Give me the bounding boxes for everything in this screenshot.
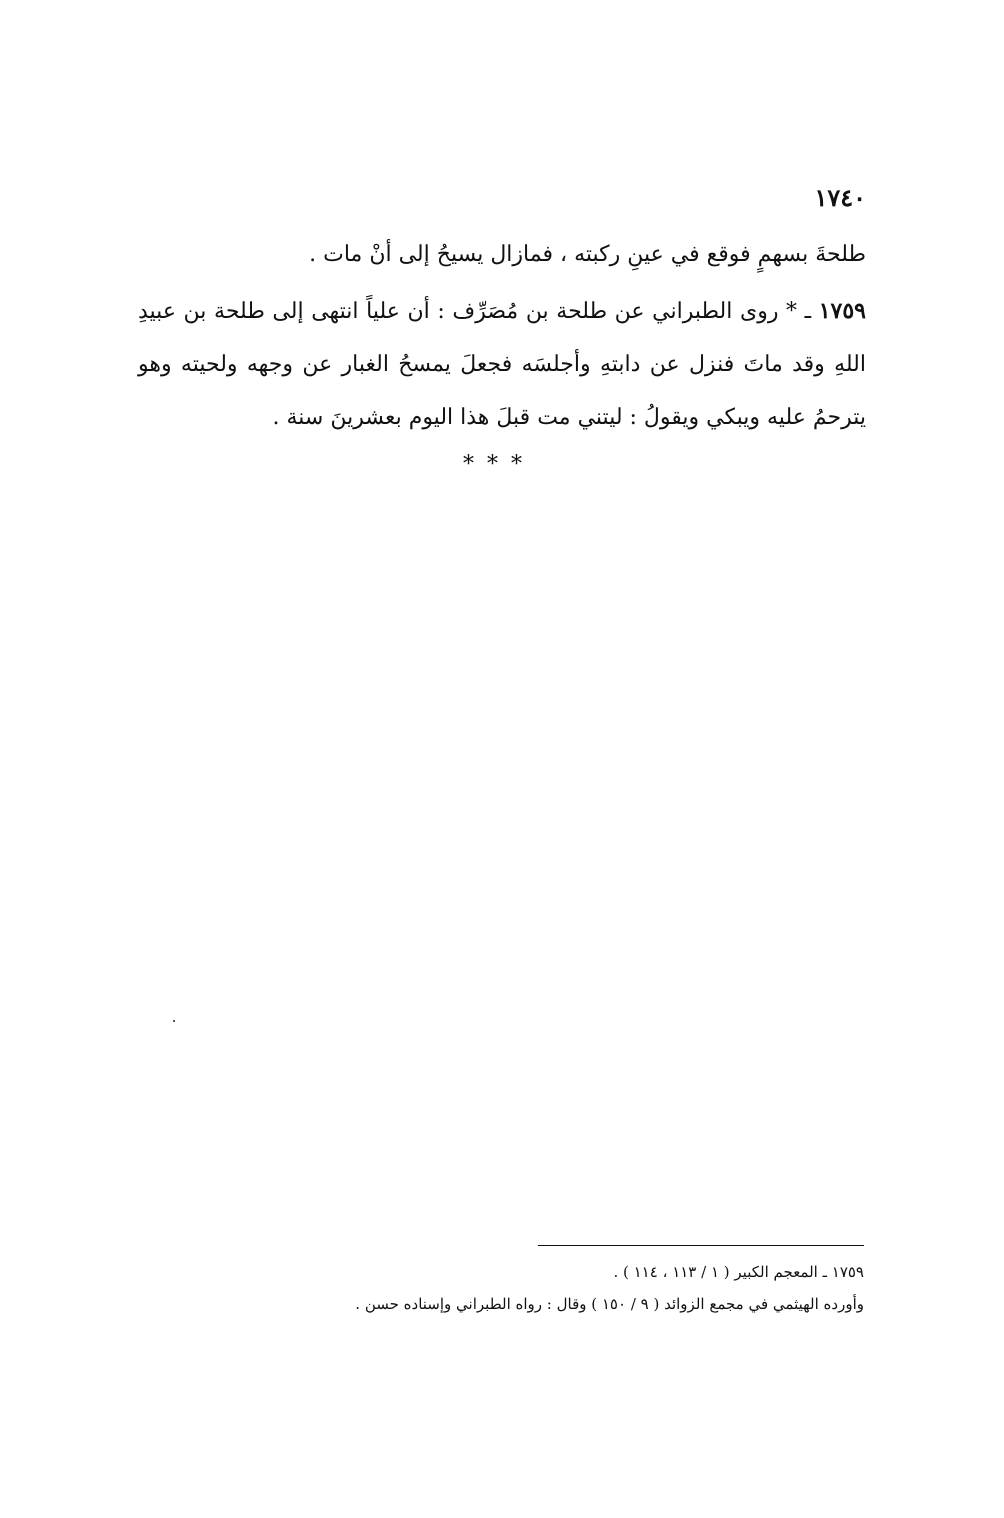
footnote-divider — [538, 1245, 864, 1246]
footnote-note: وأورده الهيثمي في مجمع الزوائد ( ٩ / ١٥٠ ) وقال : رواه الطبراني وإسناده حسن . — [355, 1295, 864, 1313]
page-number: ١٧٤٠ — [814, 183, 866, 212]
footnotes — [264, 1256, 864, 1320]
section-separator: * * * — [463, 452, 525, 477]
scan-speck — [173, 1020, 175, 1022]
footnote-source: ١٧٥٩ ـ المعجم الكبير ( ١ / ١١٣ ، ١١٤ ) . — [613, 1263, 864, 1281]
body-text — [138, 228, 866, 444]
hadith-text: روى الطبراني عن طلحة بن مُصَرِّف : أن علياً انتهى إلى طلحة بن عبيدِ اللهِ وقد ماتَ فنزل عن دابتهِ وأجلسَه فجعلَ يمسحُ الغبار عن وجهه ولحيته وهو يترحمُ عليه ويبكي ويقولُ : ليتني مت قبلَ هذا اليوم بعشرينَ سنة . — [138, 299, 866, 430]
hadith-prefix: ـ * — [778, 299, 819, 324]
hadith-paragraph — [138, 285, 866, 444]
hadith-number: ١٧٥٩ — [818, 298, 866, 324]
continuation-paragraph: طلحةَ بسهمٍ فوقع في عينِ ركبته ، فمازال يسيحُ إلى أنْ مات . — [309, 242, 866, 267]
